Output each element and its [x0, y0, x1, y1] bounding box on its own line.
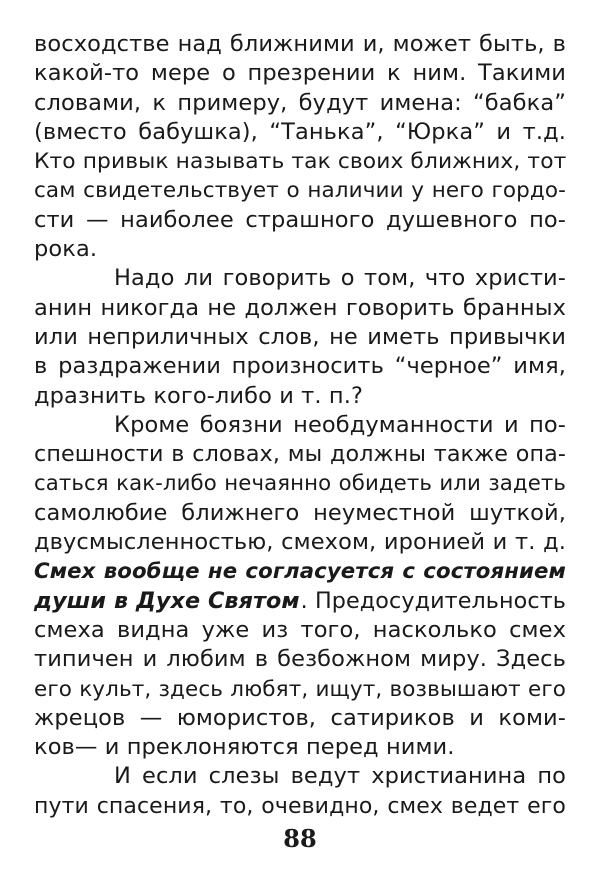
text-line: саться как-либо нечаянно обидеть или задеть	[34, 471, 566, 497]
text-line: рока.	[34, 236, 98, 263]
text-line: дразнить кого-либо и т. п.?	[34, 382, 363, 409]
emphasized-phrase: души в Духе Святом	[34, 587, 300, 614]
paragraph-first-line: Кроме боязни необдуманности и по-	[114, 411, 566, 438]
text-fragment: . Предосудительность	[300, 587, 566, 614]
text-line: Кто привык называть так своих ближних, тот	[34, 149, 567, 175]
paragraph-first-line: Надо ли говорить о том, что христи-	[114, 265, 566, 292]
text-line: в раздражении произносить “черное” имя,	[34, 353, 566, 380]
text-line: типичен и любим в безбожном миру. Здесь	[34, 646, 566, 673]
text-line: словами, к примеру, будут имена: “бабка”	[34, 89, 566, 116]
mixed-line	[34, 587, 566, 616]
body-text	[34, 30, 566, 821]
emphasized-line: Смех вообще не согласуется с состоянием	[34, 559, 566, 585]
text-line: какой-то мере о презрении к ним. Такими	[34, 60, 566, 87]
paragraph-first-line: И если слезы ведут христианина по	[114, 763, 566, 790]
text-line: ков— и преклоняются перед ними.	[34, 734, 455, 761]
text-line: его культ, здесь любят, ищут, возвышают его	[34, 676, 566, 702]
page-number: 88	[283, 824, 317, 853]
text-line: жрецов — юмористов, сатириков и коми-	[34, 704, 566, 731]
text-line: анин никогда не должен говорить бранных	[34, 294, 566, 321]
text-line: сам свидетельствует о наличии у него гордо-	[34, 178, 566, 204]
text-line: сти — наиболее страшного душевного по-	[34, 206, 566, 233]
text-line: восходстве над ближними и, может быть, в	[34, 31, 566, 57]
text-line: или неприличных слов, не иметь привычки	[34, 323, 566, 350]
text-line: двусмысленностью, смехом, иронией и т. д.	[34, 529, 566, 556]
text-line: самолюбие ближнего неуместной шуткой,	[34, 499, 566, 526]
text-line: смеха видна уже из того, насколько смех	[34, 616, 566, 643]
text-line: пути спасения, то, очевидно, смех ведет его	[34, 793, 566, 819]
text-line: (вместо бабушка), “Танька”, “Юрка” и т.д.	[34, 118, 566, 145]
text-line: спешности в словах, мы должны также опа-	[34, 441, 566, 468]
